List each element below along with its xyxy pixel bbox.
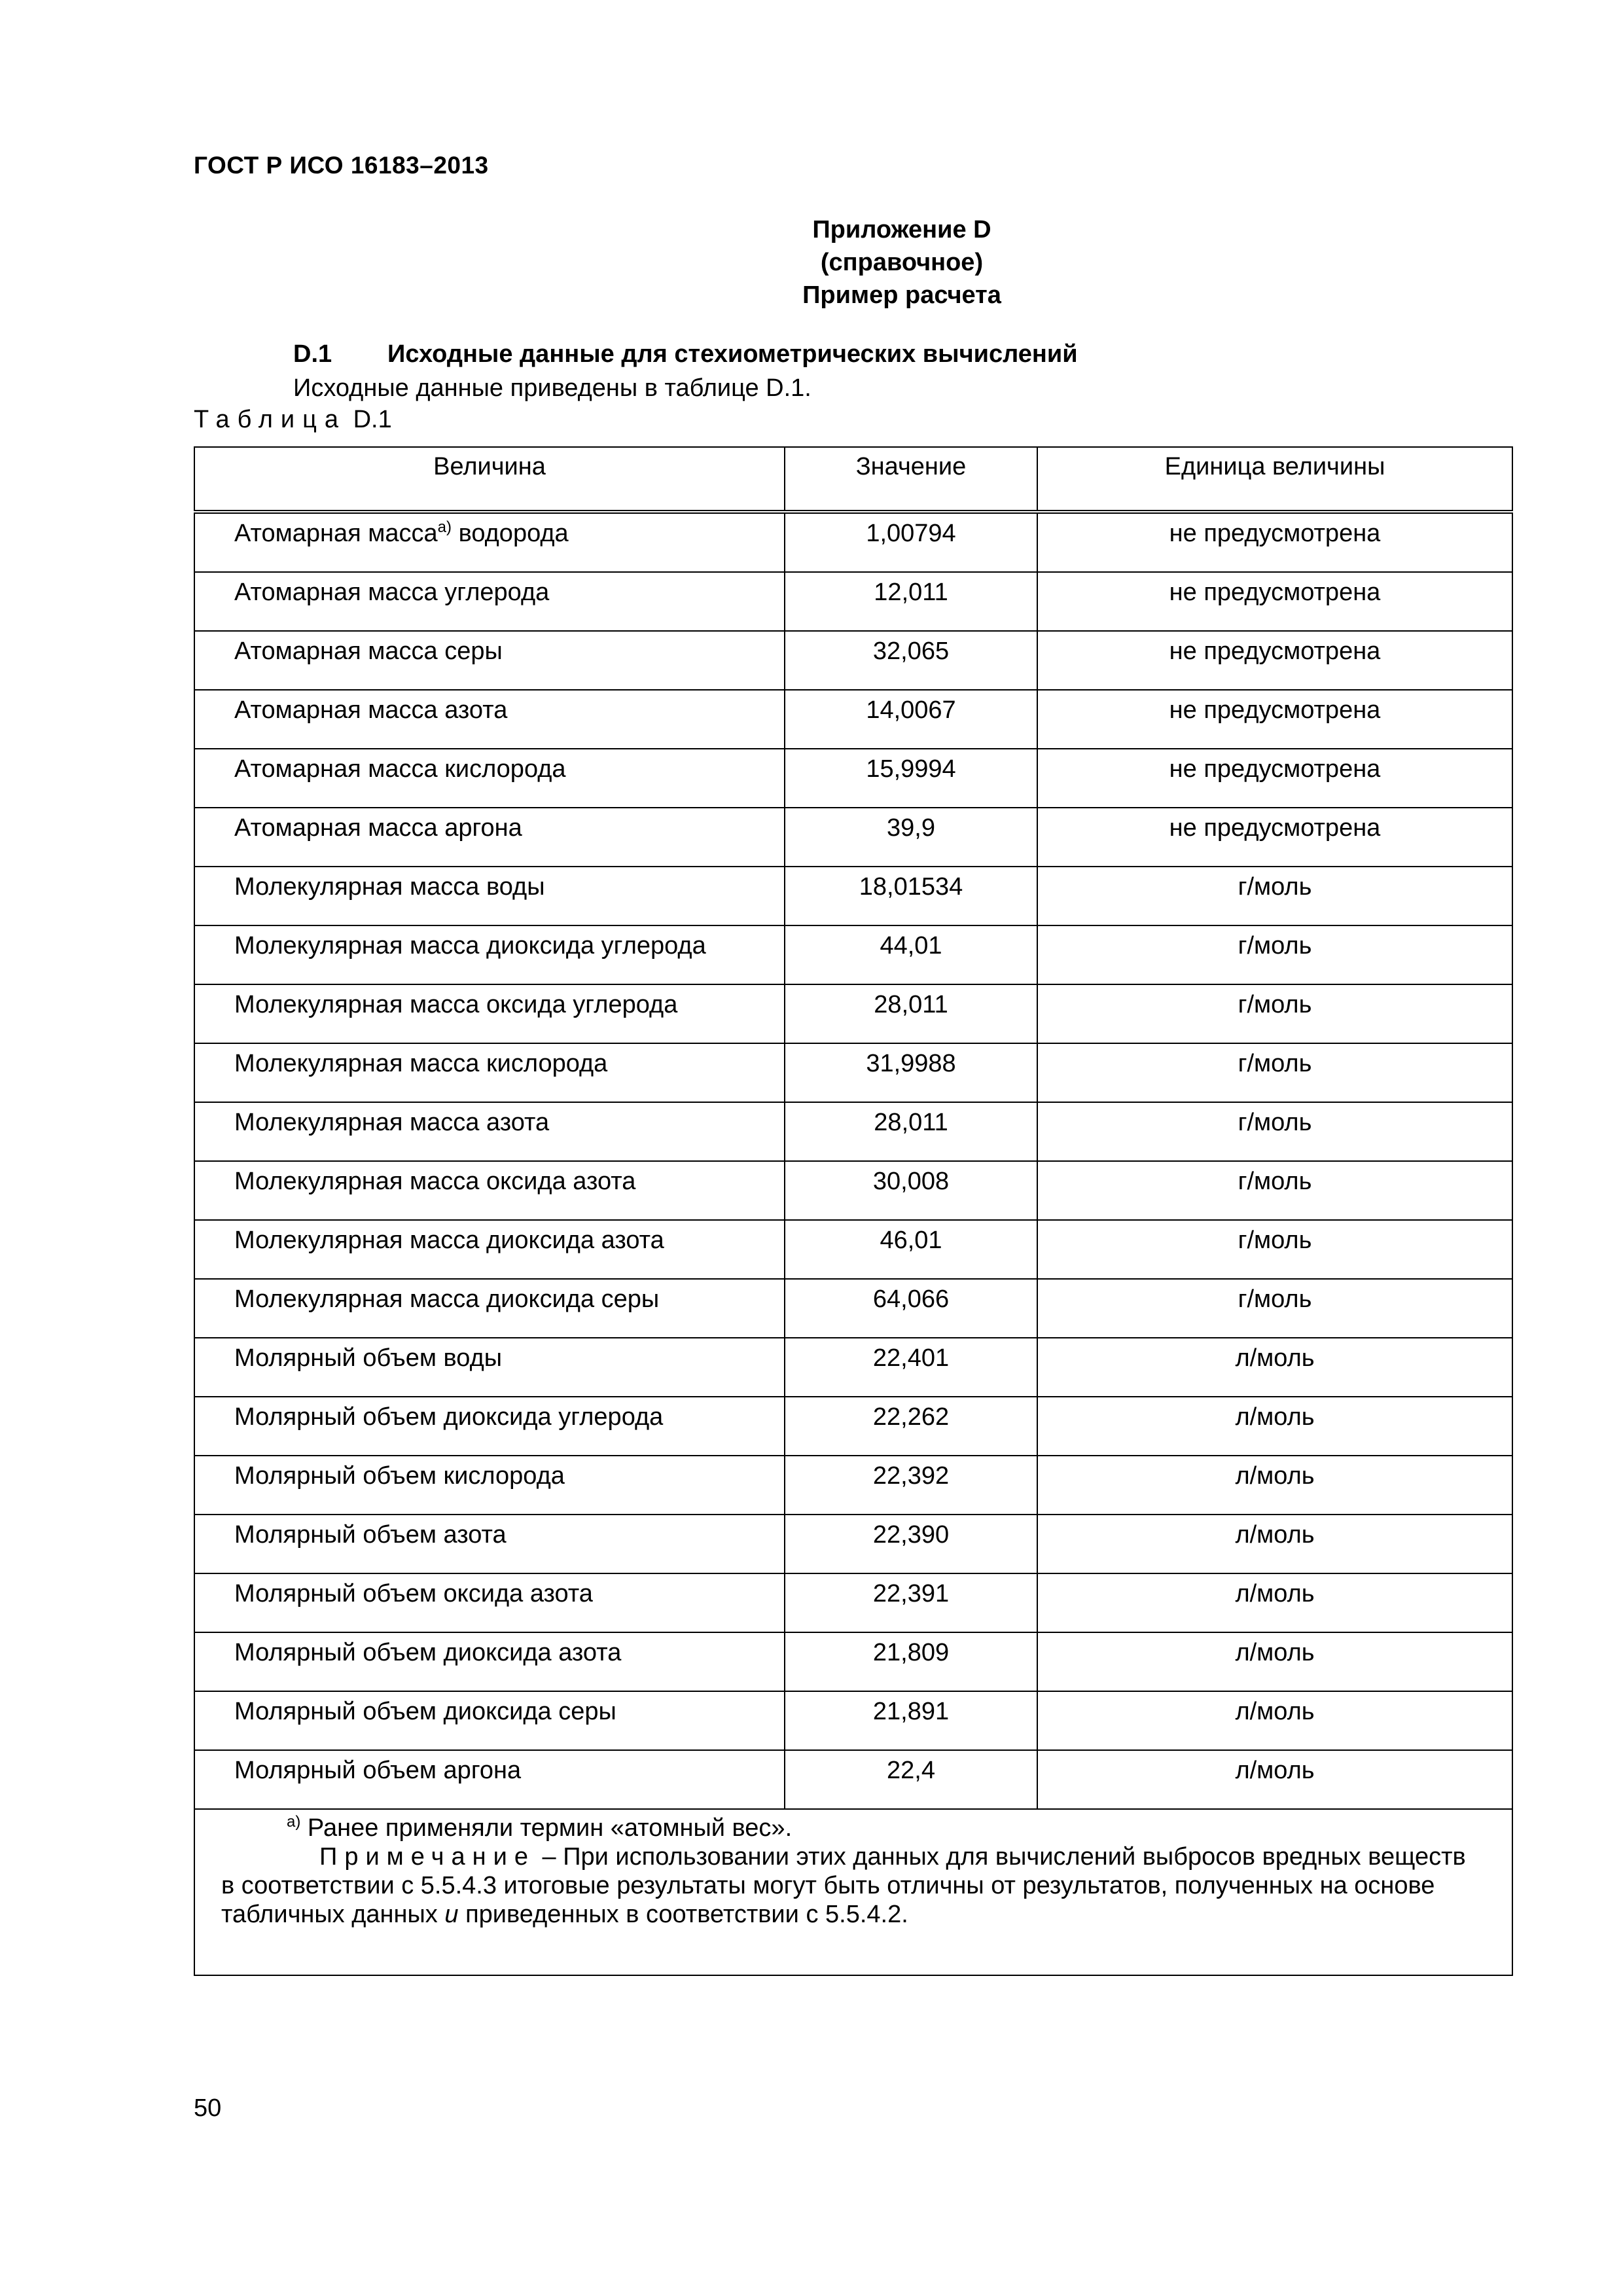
row-unit: г/моль: [1037, 1279, 1512, 1338]
row-name: Молярный объем воды: [194, 1338, 785, 1397]
column-header-value: Значение: [785, 447, 1037, 512]
footnote-ref: а): [437, 518, 452, 536]
row-name: Молярный объем диоксида углерода: [194, 1397, 785, 1456]
row-name: Молекулярная масса воды: [194, 867, 785, 925]
row-name: Молярный объем диоксида азота: [194, 1632, 785, 1691]
row-value: 28,011: [785, 984, 1037, 1043]
row-value: 21,809: [785, 1632, 1037, 1691]
row-unit: не предусмотрена: [1037, 572, 1512, 631]
row-value: 15,9994: [785, 749, 1037, 808]
row-value: 44,01: [785, 925, 1037, 984]
row-value: 22,262: [785, 1397, 1037, 1456]
table-row: [194, 572, 1512, 631]
row-value: 31,9988: [785, 1043, 1037, 1102]
table-row: [194, 1573, 1512, 1632]
note-text-2: приведенных в соответствии с 5.5.4.2.: [458, 1901, 908, 1928]
footnote: [221, 1814, 1486, 1842]
row-value: 22,401: [785, 1338, 1037, 1397]
table-row: [194, 808, 1512, 867]
page-number: 50: [194, 2094, 222, 2122]
table-row: [194, 925, 1512, 984]
appendix-title: Приложение D: [812, 216, 991, 243]
table-body: [194, 512, 1512, 1809]
row-unit: л/моль: [1037, 1397, 1512, 1456]
row-value: 32,065: [785, 631, 1037, 690]
table-row: [194, 1632, 1512, 1691]
row-name: Молекулярная масса диоксида азота: [194, 1220, 785, 1279]
row-value: 28,011: [785, 1102, 1037, 1161]
table-row: [194, 631, 1512, 690]
table-row: [194, 1456, 1512, 1515]
row-unit: не предусмотрена: [1037, 749, 1512, 808]
table-row: [194, 1338, 1512, 1397]
row-name: Атомарная масса кислорода: [194, 749, 785, 808]
table-row: [194, 1750, 1512, 1809]
row-unit: л/моль: [1037, 1691, 1512, 1750]
data-table: [194, 446, 1513, 1976]
row-name: Молярный объем аргона: [194, 1750, 785, 1809]
row-unit: не предусмотрена: [1037, 631, 1512, 690]
row-value: 12,011: [785, 572, 1037, 631]
table-row: [194, 1161, 1512, 1220]
row-unit: л/моль: [1037, 1632, 1512, 1691]
note-text-italic: и: [444, 1901, 459, 1928]
row-unit: г/моль: [1037, 1043, 1512, 1102]
row-name: Молярный объем азота: [194, 1515, 785, 1573]
row-name: Молекулярная масса кислорода: [194, 1043, 785, 1102]
row-value: 30,008: [785, 1161, 1037, 1220]
row-unit: л/моль: [1037, 1456, 1512, 1515]
row-value: 22,4: [785, 1750, 1037, 1809]
table-row: [194, 1515, 1512, 1573]
row-name: [194, 512, 785, 572]
table-note: [221, 1842, 1486, 1929]
row-value: 1,00794: [785, 512, 1037, 572]
row-name: Атомарная масса азота: [194, 690, 785, 749]
row-name: Молекулярная масса диоксида углерода: [194, 925, 785, 984]
row-name: Молекулярная масса азота: [194, 1102, 785, 1161]
row-unit: не предусмотрена: [1037, 808, 1512, 867]
row-unit: г/моль: [1037, 1220, 1512, 1279]
section-heading: [293, 340, 1078, 368]
table-row: [194, 1102, 1512, 1161]
table-row: [194, 1279, 1512, 1338]
row-name-rest: водорода: [452, 520, 569, 547]
row-name: Атомарная масса углерода: [194, 572, 785, 631]
note-text-1: – При использовании этих данных для вычислений выбросов вредных веществ в соответствии с 5.5.4.3 итоговые результаты могут быть отличны от результатов, полученных на основе табличных данных: [221, 1843, 1466, 1928]
row-value: 64,066: [785, 1279, 1037, 1338]
table-row: [194, 984, 1512, 1043]
appendix-name: Пример расчета: [802, 281, 1001, 309]
row-value: 14,0067: [785, 690, 1037, 749]
row-unit: г/моль: [1037, 1102, 1512, 1161]
row-value: 39,9: [785, 808, 1037, 867]
column-header-quantity: Величина: [194, 447, 785, 512]
table-row: [194, 690, 1512, 749]
table-notes-row: [194, 1809, 1512, 1975]
row-name: Молярный объем оксида азота: [194, 1573, 785, 1632]
column-header-unit: Единица величины: [1037, 447, 1512, 512]
row-value: 21,891: [785, 1691, 1037, 1750]
row-value: 22,390: [785, 1515, 1037, 1573]
table-notes: [194, 1809, 1512, 1975]
row-unit: г/моль: [1037, 1161, 1512, 1220]
row-unit: л/моль: [1037, 1338, 1512, 1397]
table-row: [194, 1397, 1512, 1456]
table-row: [194, 867, 1512, 925]
document-id-header: ГОСТ Р ИСО 16183–2013: [194, 152, 489, 179]
footnote-marker: а): [287, 1813, 301, 1831]
table-row: [194, 512, 1512, 572]
row-unit: л/моль: [1037, 1750, 1512, 1809]
row-name: Атомарная масса серы: [194, 631, 785, 690]
row-unit: г/моль: [1037, 984, 1512, 1043]
section-number: D.1: [293, 340, 332, 368]
row-value: 46,01: [785, 1220, 1037, 1279]
row-name: Молярный объем кислорода: [194, 1456, 785, 1515]
row-name-text: Атомарная масса: [234, 520, 438, 547]
row-name: Молекулярная масса оксида азота: [194, 1161, 785, 1220]
row-name: Атомарная масса аргона: [194, 808, 785, 867]
row-unit: не предусмотрена: [1037, 512, 1512, 572]
row-unit: г/моль: [1037, 867, 1512, 925]
section-title: Исходные данные для стехиометрических вычислений: [387, 340, 1078, 368]
appendix-heading: [194, 213, 1512, 312]
table-row: [194, 1220, 1512, 1279]
table-caption: [194, 406, 392, 434]
table-header-row: [194, 447, 1512, 512]
footnote-text: Ранее применяли термин «атомный вес».: [300, 1814, 793, 1842]
row-name: Молекулярная масса диоксида серы: [194, 1279, 785, 1338]
table-row: [194, 749, 1512, 808]
row-name: Молекулярная масса оксида углерода: [194, 984, 785, 1043]
row-name: Молярный объем диоксида серы: [194, 1691, 785, 1750]
row-value: 18,01534: [785, 867, 1037, 925]
row-unit: г/моль: [1037, 925, 1512, 984]
table-caption-number: D.1: [353, 406, 392, 433]
note-label: Примечание: [319, 1843, 535, 1871]
appendix-type: (справочное): [820, 249, 984, 276]
row-value: 22,391: [785, 1573, 1037, 1632]
table-row: [194, 1043, 1512, 1102]
row-value: 22,392: [785, 1456, 1037, 1515]
section-intro: Исходные данные приведены в таблице D.1.: [293, 374, 812, 402]
row-unit: не предусмотрена: [1037, 690, 1512, 749]
table-row: [194, 1691, 1512, 1750]
row-unit: л/моль: [1037, 1573, 1512, 1632]
row-unit: л/моль: [1037, 1515, 1512, 1573]
table-caption-label: Таблица: [194, 406, 346, 433]
